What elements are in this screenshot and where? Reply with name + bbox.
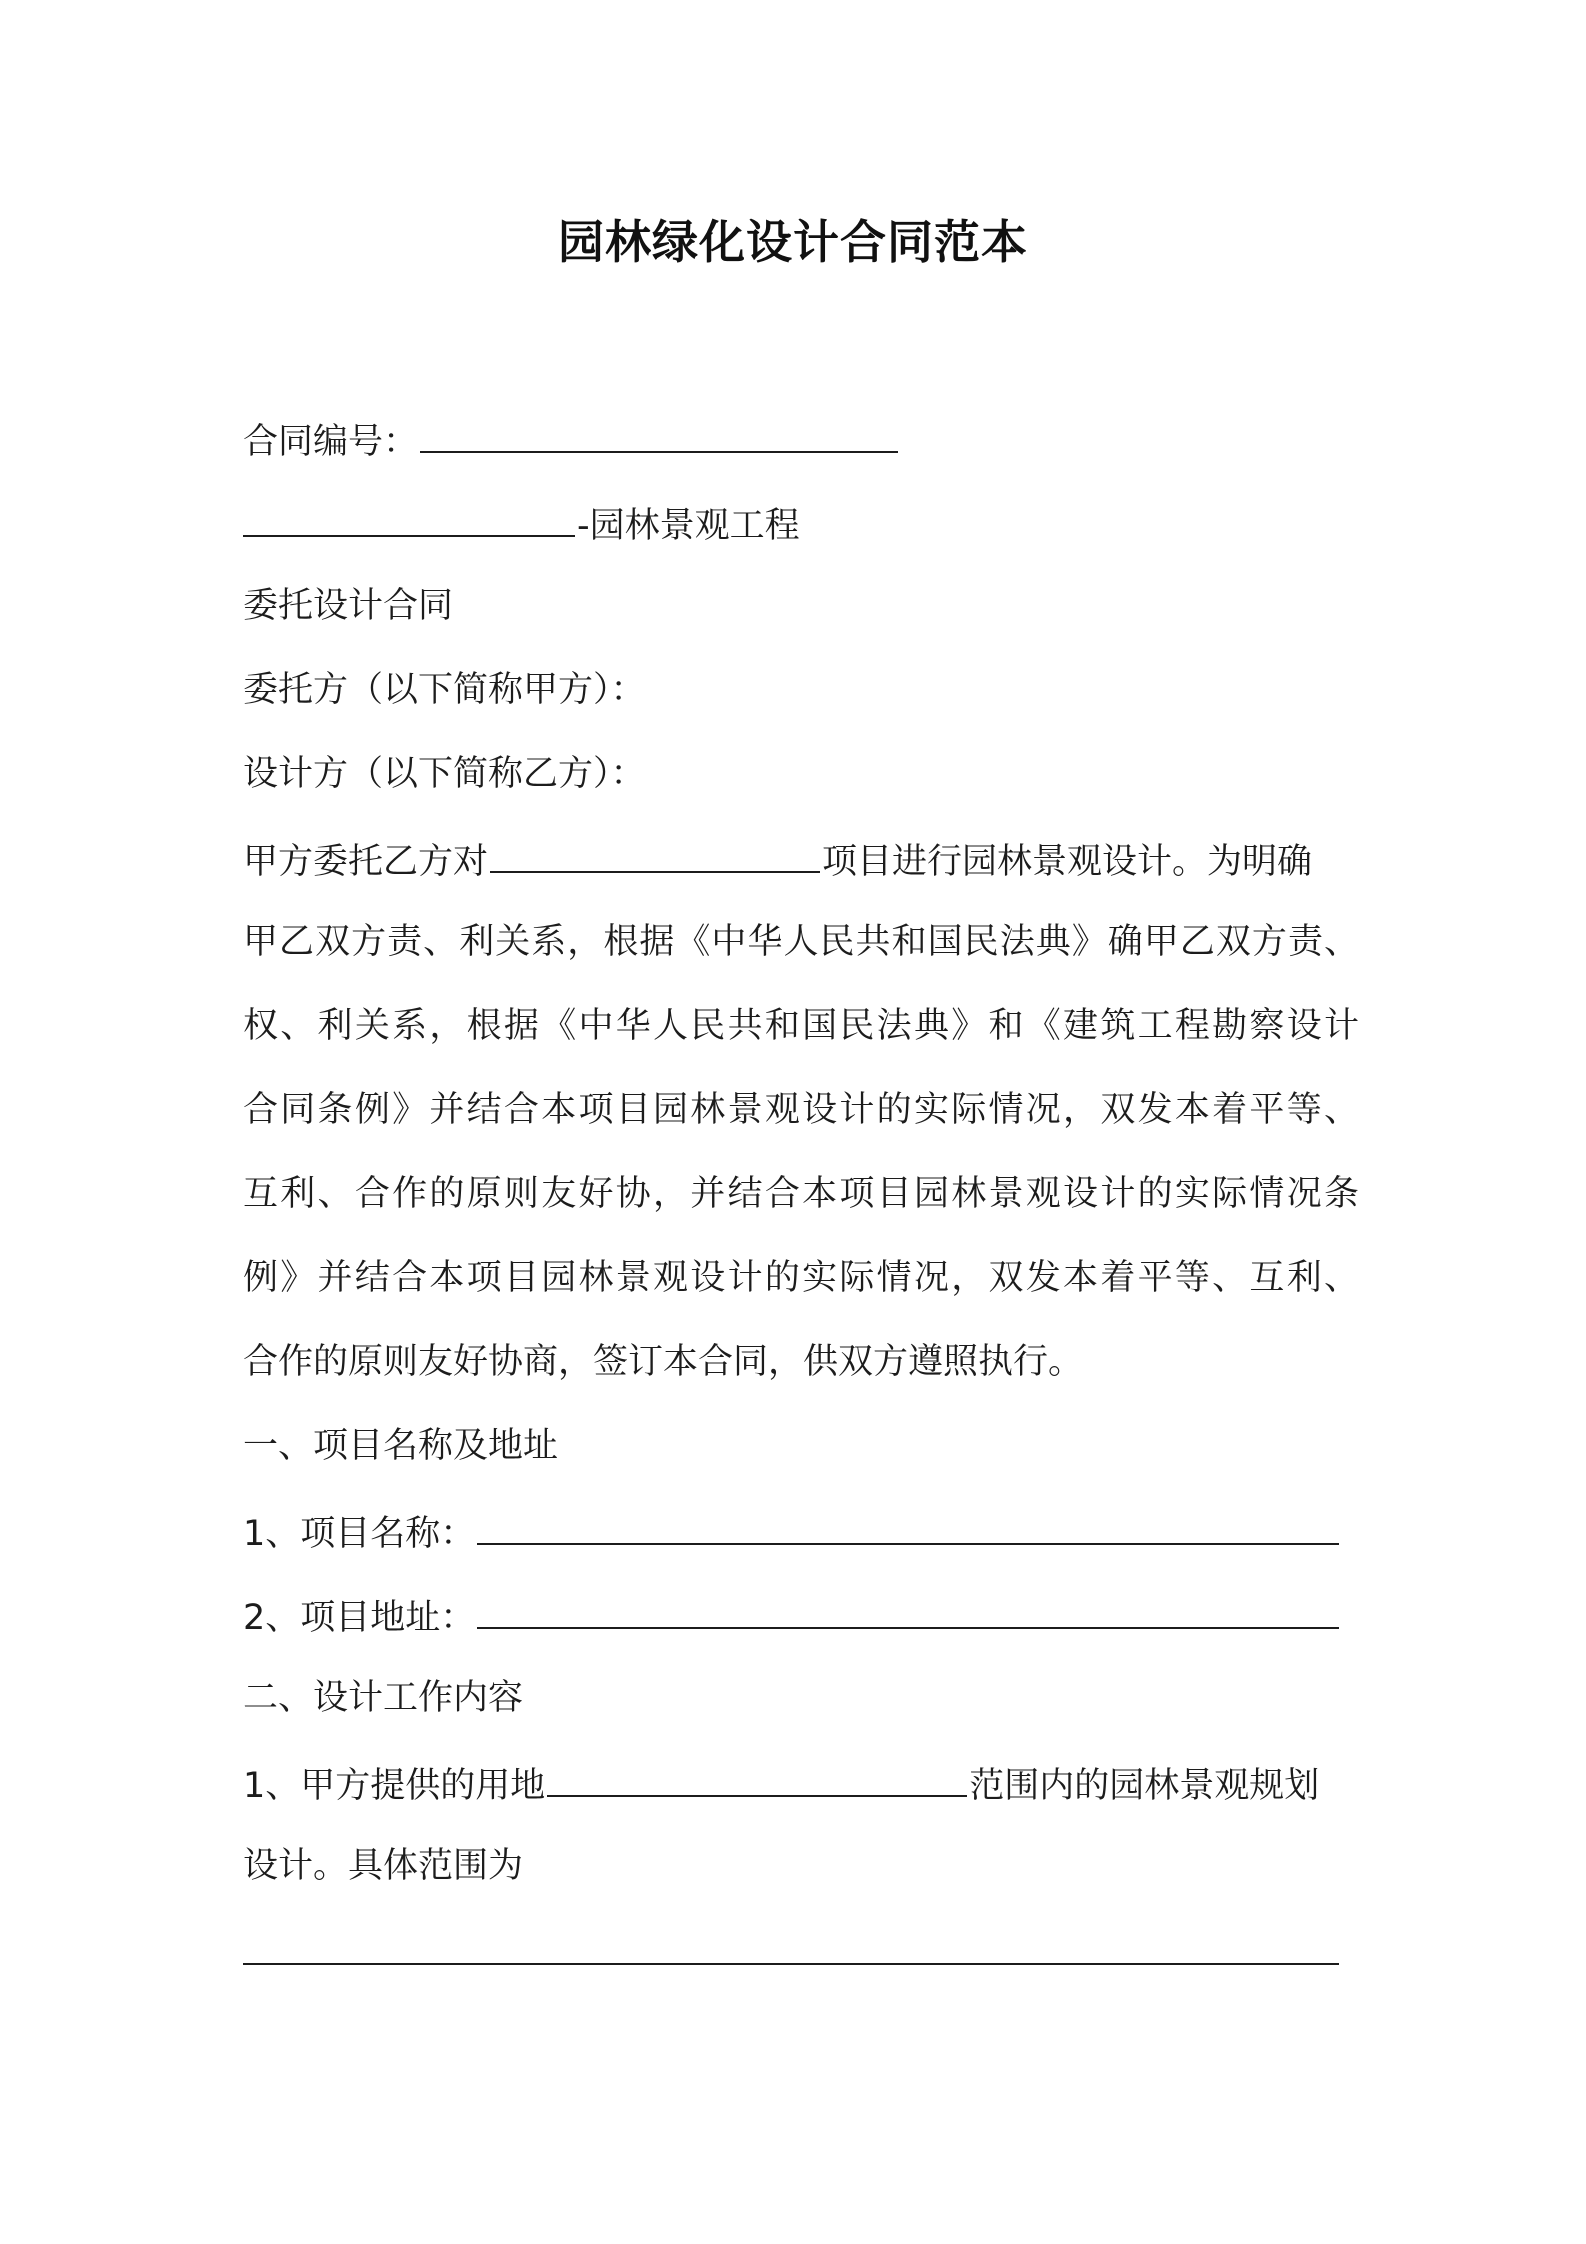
scope-line-1 [243, 1751, 1359, 1835]
intro-line-5: 互利、合作的原则友好协，并结合本项目园林景观设计的实际情况条 [243, 1174, 1359, 1214]
project-name-blank[interactable] [243, 491, 575, 537]
project-name-field[interactable] [477, 1499, 1339, 1545]
scope-blank-row [243, 1919, 1359, 2003]
document-title: 园林绿化设计合同范本 [558, 215, 1028, 269]
project-title-row [243, 491, 1359, 575]
contract-number-label: 合同编号： [243, 422, 419, 462]
project-address-field[interactable] [477, 1583, 1339, 1629]
project-address-row [243, 1583, 1359, 1667]
intro-project-blank[interactable] [490, 827, 820, 873]
party-a-label: 委托方（以下简称甲方）： [243, 670, 646, 710]
project-address-label: 2、项目地址： [243, 1598, 476, 1638]
document-kind: 委托设计合同 [243, 586, 454, 626]
project-name-row [243, 1499, 1359, 1583]
document-body [243, 407, 1359, 2003]
contract-number-row [243, 407, 1359, 491]
scope-line-1-a: 1、甲方提供的用地 [243, 1766, 546, 1806]
section-1-heading: 一、项目名称及地址 [243, 1426, 559, 1466]
project-name-label: 1、项目名称： [243, 1514, 476, 1554]
party-b-label: 设计方（以下简称乙方）： [243, 754, 646, 794]
intro-line-6: 例》并结合本项目园林景观设计的实际情况，双发本着平等、互利、 [243, 1258, 1359, 1298]
project-suffix: -园林景观工程 [577, 506, 800, 546]
land-area-blank[interactable] [547, 1751, 967, 1797]
intro-line-3: 权、利关系，根据《中华人民共和国民法典》和《建筑工程勘察设计 [243, 1006, 1359, 1046]
contract-number-blank[interactable] [420, 407, 898, 453]
scope-line-2: 设计。具体范围为 [243, 1846, 524, 1886]
scope-detail-blank[interactable] [243, 1919, 1339, 1965]
intro-line-1 [243, 827, 1359, 911]
intro-line-1-b: 项目进行园林景观设计。为明确 [822, 842, 1313, 882]
intro-line-7: 合作的原则友好协商，签订本合同，供双方遵照执行。 [243, 1342, 1084, 1382]
intro-line-2: 甲乙双方责、利关系，根据《中华人民共和国民法典》确甲乙双方责、 [243, 922, 1359, 962]
intro-line-4: 合同条例》并结合本项目园林景观设计的实际情况，双发本着平等、 [243, 1090, 1359, 1130]
scope-line-1-b: 范围内的园林景观规划 [969, 1766, 1320, 1806]
intro-line-1-a: 甲方委托乙方对 [243, 842, 489, 882]
section-2-heading: 二、设计工作内容 [243, 1678, 524, 1718]
